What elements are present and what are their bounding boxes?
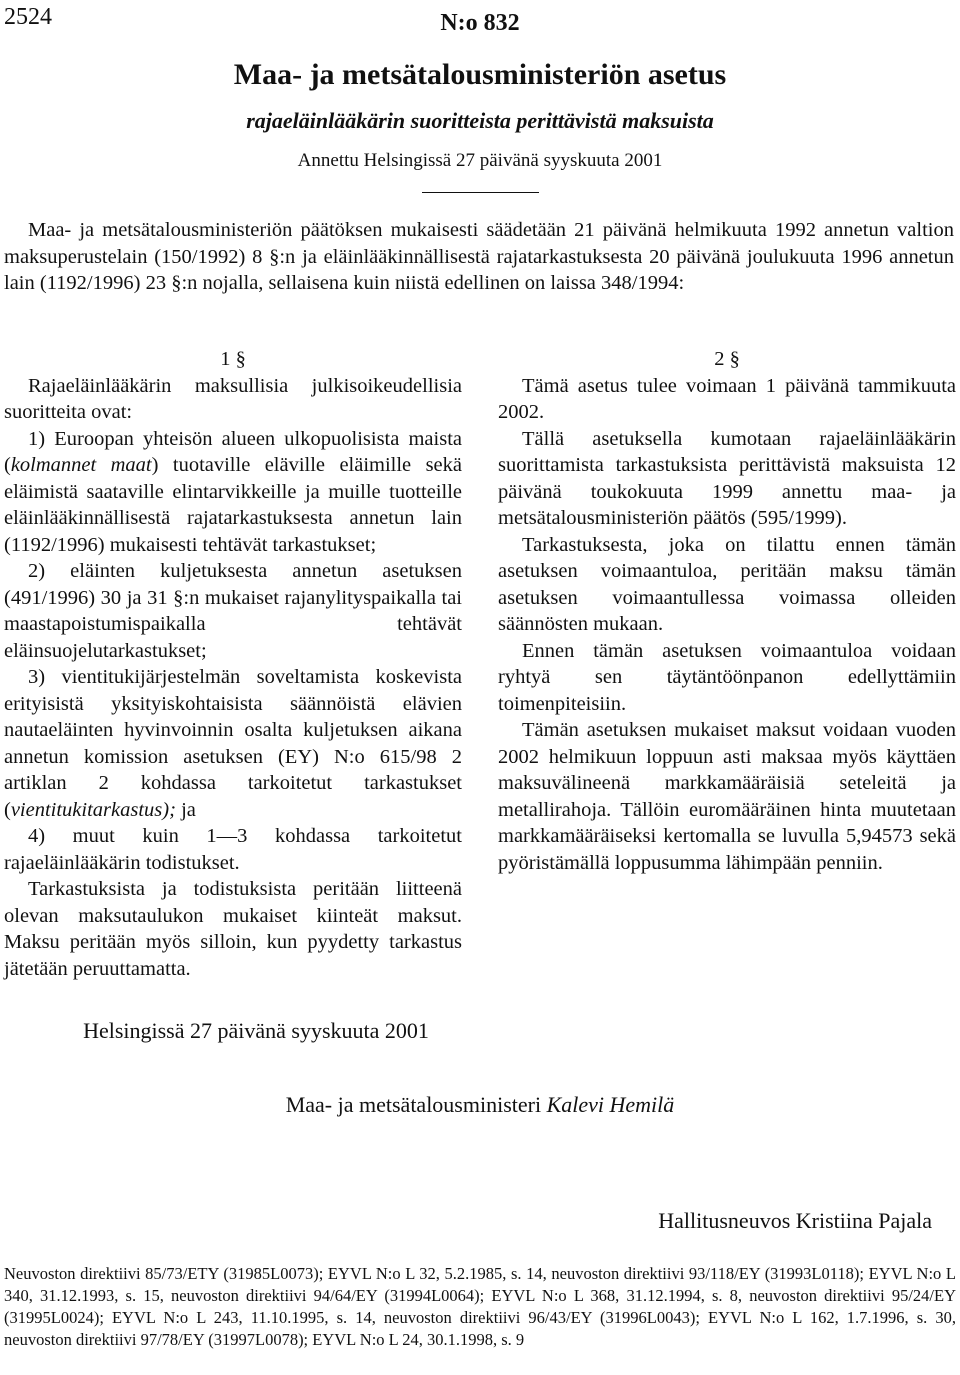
preamble: Maa- ja metsätalousministeriön päätöksen mukaisesti säädetään 21 päivänä helmikuuta 1992 annetun valtion maksuperustelain (150/1992) 8 §:n ja eläinlääkinnällisestä rajatarkastuksesta 20 päivänä joulukuuta 1996 annetun lain (1192/1996) 23 §:n nojalla, sellaisena kuin niistä edellinen on laissa 348/1994: [4,219,954,294]
place-and-date: Helsingissä 27 päivänä syyskuuta 2001 [83,1018,429,1043]
page-number: 2524 [4,4,52,30]
section-1-heading: 1 § [220,348,246,370]
issued-line: Annettu Helsingissä 27 päivänä syyskuuta 2001 [297,150,663,171]
section-1 [4,346,462,982]
section-2-heading: 2 § [714,348,740,370]
footnote: Neuvoston direktiivi 85/73/ETY (31985L0073); EYVL N:o L 32, 5.2.1985, s. 14, neuvoston direktiivi 93/118/EY (31993L0118); EYVL N:o L 340, 31.12.1993, s. 15, neuvoston direktiivi 94/64/EY (31994L0064); EYVL N:o L 368, 31.12.1994, s. 8, neuvoston direktiivi 95/24/EY (31995L0024); EYVL N:o L 243, 11.10.1995, s. 14, neuvoston direktiivi 96/43/EY (31996L0043); EYVL N:o L 162, 1.7.1996, s. 30, neuvoston direktiivi 97/78/EY (31997L0078); EYVL N:o L 24, 30.1.1998, s. 9 [4,1264,956,1349]
minister-name: Kalevi Hemilä [546,1092,675,1117]
minister-title: Maa- ja metsätalousministeri [285,1092,547,1117]
councillor-signature: Hallitusneuvos Kristiina Pajala [658,1208,932,1233]
section-2-repeal: Tällä asetuksella kumotaan rajaeläinlääkärin suorittamista tarkastuksista perittävistä maksuista 12 päivänä toukokuuta 1999 annettu maa- ja metsätalousministeriön päätös (595/1999). [498,427,956,529]
section-1-item-1: 1) Euroopan yhteisön alueen ulkopuolisista maista (kolmannet maat) tuotaville eläville eläimille sekä eläimistä saataville elintarvikkeille ja muille tuotteille eläinlääkinnällisestä rajatarkastuksesta annetun lain (1192/1996) mukaisesti tehtävät tarkastukset; [4,427,462,556]
section-2-preparation: Ennen tämän asetuksen voimaantuloa voidaan ryhtyä sen täytäntöönpanon edellyttämiin toimenpiteisiin. [498,639,956,715]
document-number: N:o 832 [440,10,520,36]
section-1-item-2: 2) eläinten kuljetuksesta annetun asetuksen (491/1996) 30 ja 31 §:n mukaiset rajanylityspaikalla tai maastapoistumispaikalla tehtävät eläinsuojelutarkastukset; [4,560,462,662]
section-2-currency: Tämän asetuksen mukaiset maksut voidaan vuoden 2002 helmikuun loppuun asti maksaa myös käyttäen maksuvälineenä markkamääräisiä seteleitä ja metallirahoja. Tällöin euromääräinen hinta muutetaan markkamääräiseksi kertomalla se luvulla 5,94573 sekä pyöristämällä loppusumma lähimpään penniin. [498,719,956,874]
section-1-fees: Tarkastuksista ja todistuksista peritään liitteenä olevan maksutaulukon mukaiset kiinteät maksut. Maksu peritään myös silloin, kun pyydetty tarkastus jätetään peruuttamatta. [4,878,462,980]
section-1-intro: Rajaeläinlääkärin maksullisia julkisoikeudellisia suoritteita ovat: [4,374,462,423]
title-divider [422,192,539,193]
section-1-item-4: 4) muut kuin 1—3 kohdassa tarkoitetut rajaeläinlääkärin todistukset. [4,825,462,874]
document-subtitle: rajaeläinlääkärin suoritteista perittävistä maksuista [246,108,714,133]
minister-signature [0,1092,960,1118]
section-2-entry-into-force: Tämä asetus tulee voimaan 1 päivänä tammikuuta 2002. [498,374,956,423]
section-1-item-3: 3) vientitukijärjestelmän soveltamista koskevista erityisistä yksityiskohtaisista säännöistä elävien nautaeläinten hyvinvoinnin osalta kuljetuksen aikana annetun komission asetuksen (EY) N:o 615/98 2 artiklan 2 kohdassa tarkoitetut tarkastukset (vientitukitarkastus); ja [4,666,462,821]
section-2 [498,346,956,876]
document-title: Maa- ja metsätalousministeriön asetus [233,58,727,91]
section-2-transition: Tarkastuksesta, joka on tilattu ennen tämän asetuksen voimaantuloa, peritään maksu tämän asetuksen voimaantullessa voimassa olleiden säännösten mukaan. [498,533,956,635]
